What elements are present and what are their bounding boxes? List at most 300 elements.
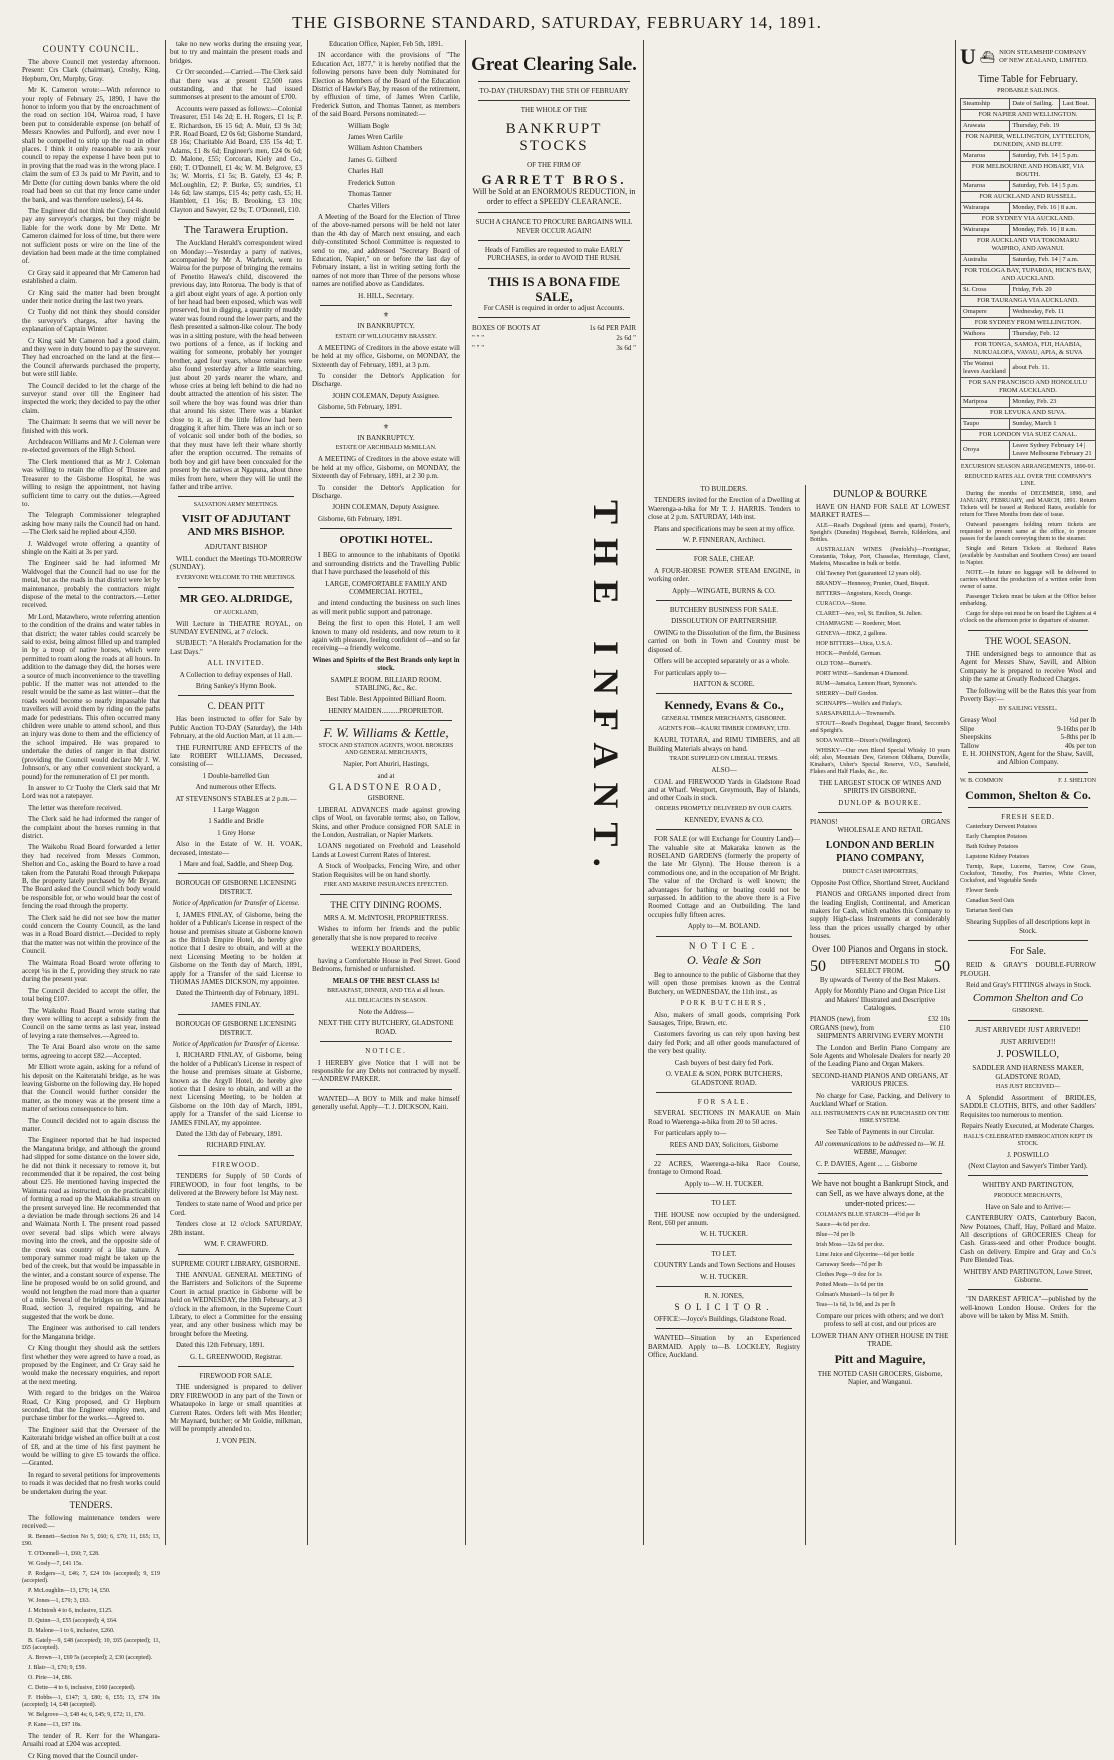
council-paragraph: With regard to the bridges on the Wairoa Road, Cr King proposed, and Cr Hepburn seconded, that the Engineer employ men, and purchase timber for the works.—Agreed to. [22,1389,160,1423]
whitby-heading: WHITBY AND PARTINGTON, [982,1181,1074,1190]
london-comm: All communications to be addressed to—W. H. WEBBE, Manager. [814,1139,946,1157]
poswillo-name: J. POSWILLO, [997,1049,1059,1061]
routes-table [960,98,1096,460]
kennedy-sub: GENERAL TIMBER MERCHANTS, GISBORNE. [661,716,787,723]
seed-item: Flower Seeds [966,888,999,895]
wanted-text: WANTED—Situation by an Experienced BARMAID. Apply to—B. LOCKLEY, Registry Office, Auckland. [648,1334,800,1360]
dunlop-item: BITTERS—Angostura, Kocch, Orange. [816,590,913,597]
route-date: Leave Sydney February 14 | Leave Melbourne February 21 [1010,441,1096,460]
sale-chance: SUCH A CHANCE TO PROCURE BARGAINS WILL NEVER OCCUR AGAIN! [475,218,633,235]
tender-item: J. Blair—3, £70; 9, £59. [28,1664,86,1671]
council-paragraph: Cr King thought they should ask the settlers first whether they were agreed to have a road, as proposed by the Engineer, and Cr Gray said he would make the necessary enquiries, and report at the next meeting. [22,1344,160,1386]
dunlop-item: WHISKY—Our own Blend Special Whisky 10 years old; also, Mountain Dew, Grierson Oldhams, Dunville, Kinahan's, Usher's Special Reserve, V.O., Sansfield, Flakes and Half Flasks, &c., &c. [810,747,950,775]
nominee-item: James G. Gilberd [348,155,397,164]
outward-text: Outward passengers holding return tickets are requested to present same at the office, to procure passes for the launch conveying them to the steamer. [960,522,1096,542]
sale-date: TO-DAY (THURSDAY) THE 5TH OF FEBRUARY [479,87,629,95]
dunlop-item: Old Tawney Port (guaranteed 12 years old). [816,570,921,577]
route-heading-row [961,340,1096,359]
route-heading: FOR MELBOURNE AND HOBART, VIA BOUTH. [961,162,1096,181]
route-heading-row [961,408,1096,419]
london-diff: DIFFERENT MODELS TO SELECT FROM. [840,958,920,975]
excursion: EXCURSION SEASON ARRANGEMENTS, 1890-91. [960,464,1096,470]
auction-item: And numerous other Effects. [195,783,277,792]
library-date: Dated this 12th February, 1891. [176,1341,265,1350]
london-sub: DIRECT CASH IMPORTERS, [842,868,918,875]
invited: ALL INVITED. [207,659,265,668]
column-three [308,40,464,1545]
route-ship: Mararoa [961,181,1010,192]
council-paragraph: Accounts were passed as follows:—Colonial Treasurer, £51 14s 2d; E. H. Rogers, £1 1s; P. E. Richardson, £6 15 6d; A. Muir, £3 9s 3d; P.R. Road Board, £2 0s 6d; Gisborne Standard, £8 16s; Charitable Aid Board, £35 15s 4d; T. Adams, £1 8s 6d; Engineer's men, £24 0s 6d; D. Malone, £55; Corcoran, Kiely and Co., £60; T. O'Donnell, £1 4s; W. M. Belgrove, £3 3s; W. Morris, £1 5s; B. Gately, £3 4s; P. McLoughlin, £2; P. Burke, £5; sundries, £1 14s 6d; law stamps, £15 4s; petty cash, £5; H. Hamblett, £1 16s; B. Brooking, £3 10s; Clayton and Sawyer, £2 9s; T. O'Donnell, £10. [170,104,302,214]
route-ship: The Wainui leaves Auckland [961,359,1010,378]
council-paragraph: The Clerk mentioned that as Mr J. Coleman was willing to retain the office of Trustee and Treasurer to the Gisborne Hospital, he was willing to resign the appointment, not having sufficient time to carry out the duties.—Agreed to. [22,457,160,508]
route-row [961,151,1096,162]
grocer-item: COLMAN'S BLUE STARCH—4½d per lb [816,1212,921,1218]
route-ship: Taupo [961,419,1010,430]
route-heading: FOR TONGA, SAMOA, FIJI, HAABIA, NUKUALOFA, VAVAU, APIA, & SUVA [961,340,1096,359]
price-row-price: £10 [939,1023,950,1032]
dining-addr: NEXT THE CITY BUTCHERY, GLADSTONE ROAD. [318,1019,454,1036]
williams-stock: A Stock of Woolpacks, Fencing Wire, and other Station Requisites will be on hand shortly. [312,862,460,879]
dunlop-item: SARSAPARILLA—Townsend's. [816,710,896,717]
route-row [961,329,1096,340]
veale-name: O. Veale & Son [687,953,761,968]
price-row-item: PIANOS (new), from [810,1015,871,1024]
organs-label: ORGANS [921,818,950,827]
grocer-items [810,1212,950,1309]
seed-item: Tartarian Seed Oats [966,908,1014,915]
auction-item: 1 Double-barrelled Gun [202,771,270,780]
grocer-item: Potted Meats—1s 6d per tin [816,1282,884,1288]
route-ship: Omapere [961,307,1010,318]
opotiki-heading: OPOTIKI HOTEL. [339,534,433,547]
darkest-text: "IN DARKEST AFRICA"—published by the well-known London House. Orders for the above will be taken by Miss M. Smith. [960,1295,1096,1321]
opotiki-caps: LARGE, COMFORTABLE FAMILY AND COMMERCIAL HOTEL, [325,579,447,596]
tender-item: W. Jones—1, £79; 3, £63. [28,1597,91,1604]
tenders-intro: The following maintenance tenders were received:— [22,1514,160,1531]
library-sig: G. L. GREENWOOD, Registrar. [190,1352,282,1361]
london-prices [810,1015,950,1032]
bank2-heading: IN BANKRUPTCY. [357,434,415,443]
arrived: JUST ARRIVED! JUST ARRIVED!! [975,1026,1081,1035]
council-article [22,58,160,1496]
dunlop-item: SODA WATER—Dixon's (Wellington). [816,737,912,744]
poswillo-text: A Splendid Assortment of BRIDLES, SADDLE CLOTHS, BITS, and other Saddlers' Requisites too numerous to mention. [960,1093,1096,1119]
column-seven [806,485,954,1545]
wanted-text: WANTED—A BOY to Milk and make himself generally useful. Apply—T. J. DICKSON, Kaiti. [312,1094,460,1112]
veale-text2: Also, makers of small goods, comprising Pork Sausages, Tripe, Brawn, etc. [648,1010,800,1028]
bank2-sig: JOHN COLEMAN, Deputy Assignee. [332,503,440,512]
coat-of-arms-icon: ⚜ [382,310,390,319]
cheap-text: A FOUR-HORSE POWER STEAM ENGINE, in working order. [648,566,800,584]
dining-weekly: WEEKLY BOARDERS, [351,945,421,954]
poswillo-hall: HALL'S CELEBRATED EMBROCATION KEPT IN STOCK. [963,1133,1093,1147]
nominee-item: James Wren Carlile [348,133,403,142]
route-date: Saturday, Feb. 14 | 5 p.m. [1010,151,1096,162]
notice-heading: NOTICE. [688,940,760,951]
notice-heading: NOTICE. [365,1047,407,1056]
whitby-sig: WHITBY AND PARTINGTON, Lowe Street, Gisborne. [963,1267,1093,1285]
dunlop-item: ALE—Read's Dogshead (pints and quarts), Foster's, Speight's (Dunedin) Hogshead, Barrels, Kilderkins, and Bottles. [810,522,950,543]
union-logo [960,46,1096,68]
tender-item: O. Pirie—14, £86. [28,1674,73,1681]
fw2-text: THE undersigned is prepared to deliver DRY FIREWOOD in any part of the Town or Whataupoko in large or small quantities at Current Rates. Orders left with Mrs Hentler; Mr Maynard, butcher; or Mr Goldie, milkman, will be promptly attended to. [170,1383,302,1434]
tender-item: P. Rodgers—3, £46; 7, £24 10s (accepted); 9, £19 (accepted). [22,1570,160,1584]
tt-header-steamship: Steamship [961,99,1010,110]
london-second: SECOND-HAND PIANOS AND ORGANS, AT VARIOUS PRICES. [811,1071,949,1089]
education-office: Education Office, Napier, Feb 5th, 1891. [328,40,444,48]
sale-whole: THE WHOLE OF THE [520,106,588,115]
council-paragraph: Mr Elliott wrote again, asking for a refund of his deposit on the Kaiteratahi bridge, as he was leaving Gisborne on the following day. He hoped that the Council would further consider the matter, as the money was at the present time a matter of serious consequence to him. [22,1063,160,1114]
williams-loans: LOANS negotiated on Freehold and Leasehold Lands at Lowest Current Rates of Interest. [312,842,460,859]
rosebank-text: FOR SALE (or will Exchange for Country Land)—The valuable site at Makaraka known as the ROSELAND GARDENS (formerly the property of the late Mr Glynn). The House thereon is a commodious one, and in the occupation of Mr Bright. The value of the Orchard is well known; the advantages for bathing or boating could not be surpassed. In addition to the above there is a Five Roomed Cottage and an Outbuilding. The land occupies fully fifteen acres. [648,835,800,919]
route-heading-row [961,266,1096,285]
arrived2: JUST ARRIVED!!! [1000,1037,1056,1046]
route-date: Saturday, Feb. 14 | 7 a.m. [1010,255,1096,266]
tender-item: W. Belgrove—3, £48 4s; 6, £45; 9, £72; 11, £70. [28,1711,145,1718]
seed-item: Lapstone Kidney Potatoes [966,854,1029,861]
williams-gis: GISBORNE. [367,794,405,803]
wool-text: THE undersigned begs to announce that as Agent for Messrs Shaw, Savill, and Albion Company he is prepared to receive Wool and ship the same at Greatly Reduced Charges. [960,650,1096,684]
boots-price: 3s 6d " [616,344,636,353]
route-ship: Mariposa [961,397,1010,408]
lic2-heading: BOROUGH OF GISBORNE LICENSING DISTRICT. [175,1020,297,1037]
nominee-item: William Bogle [348,121,390,130]
education-text: IN accordance with the provisions of "The Education Act, 1877," it is hereby notified that the following persons have been duly Nominated for Election as Members of the Board of the Education District of Hawke's Bay, by reason of the retirement, by effluxion of time, of James Wren Carlile, Frederick Sutton, and Thomas Tanner, as members of the said Board. Persons nominated:— [312,51,460,119]
eruption-paragraph: The Auckland Herald's correspondent wired on Monday:—Yesterday a party of natives, accompanied by Mr A. Warbrick, went to Wairoa for the purpose of bringing the remains of Penetito Hawea's child, discovered the previous day, into Rotorua. The body is that of a girl about eight years of age. A portion only of her head had been exposed, which was well preserved, but in digging, a quantity of muddy water was found round the lower parts, and the flesh presented a salmon-like colour. The body was in a sitting posture, with the head between two portions of a fence, as if locking and waiting for someone, probably her younger brother, aged four years, whose remains were also found yesterday after a little searching, just about 20 yards nearer the whare, and whose cries at being left behind to die had no doubt attracted the attention of his sister. The soil where the boy was found was drier than that around his sister. There was a blanket close to it, as if the little fellow had been dragging it after him. There was an inch or so of volcanic soil under both of the bodies, so that they must have left their whare shortly after the eruption occurred. The remains of both boy and girl have been concealed for the present by the natives at Ngapuna, about three miles from here, where they will lie until the father and tribe arrive. [170,239,302,491]
council-paragraph: take no new works during the ensuing year, but to try and maintain the present roads and bridges. [170,40,302,65]
dining-meals: MEALS OF THE BEST CLASS 1s! [332,976,440,985]
london-heading: LONDON AND BERLIN PIANO COMPANY, [825,839,935,864]
dunlop-items [810,523,950,776]
rate-row-item: Slipe [960,724,975,733]
route-heading-row [961,296,1096,307]
tender-item: R. Bennett—Section No 5, £60; 6, £70; 11, £65; 13, £90. [22,1533,160,1547]
nominees-list [312,122,460,210]
seed-item: Turnip, Rape, Lucerne, Tarrow, Cow Grass, Cocksfoot, Timothy, Fox Prairies, White Clover, Cocksfoot, and Vegetable Seeds [960,864,1096,885]
council-paragraph: The Council decided to accept the offer, the total being £107. [22,986,160,1004]
dining-note: Note the Address— [358,1007,414,1016]
route-heading-row [961,236,1096,255]
rate-row-price: 40s per ton [1064,741,1096,750]
veale-cash: Cash buyers of best dairy fed Pork. [674,1058,774,1067]
london-agent: C. P. DAVIES, Agent ... ... Gisborne [816,1159,918,1168]
wool-left: W. B. COMMON [960,777,1003,784]
council-paragraph: Cr Tuohy did not think they should consider the surveyor's charges, after having the explanation of Captain Winter. [22,308,160,334]
firewood-sig: WM. F. CRAWFORD. [203,1240,269,1249]
rosebank-apply: Apply to—M. BOLAND. [687,922,761,931]
wool-heading: THE WOOL SEASON. [985,636,1071,646]
dunlop-item: CURACOA—Stone. [816,600,867,607]
let1-text: THE HOUSE now occupied by the undersigned. Rent, £60 per annum. [648,1210,800,1227]
wholesale-label: WHOLESALE AND RETAIL [837,826,923,835]
price-row-item: ORGANS (new), from [810,1023,874,1032]
dunlop-stock: THE LARGEST STOCK OF WINES AND SPIRITS IN GISBORNE. [818,778,942,796]
wool-right: F. J. SHELTON [1058,777,1096,784]
poswillo-addr: (Next Clayton and Sawyer's Timber Yard). [968,1161,1088,1170]
pianos-organs-row [810,818,950,826]
salvation-sub: ADJUTANT BISHOP [204,543,268,552]
route-date: Thursday, Feb. 12 [1010,329,1096,340]
tt-header-date: Date of Sailing. [1010,99,1060,110]
route-ship: St. Cross [961,285,1010,296]
boots-item: " " " [472,334,485,343]
fw2-sig: J. VON PEIN. [215,1436,257,1445]
probable-sailings: PROBABLE SAILINGS. [997,88,1059,94]
council-paragraph: The Engineer was authorised to call tenders for the Mangatuna bridge. [22,1324,160,1341]
grocer-item: Sauce—4s 6d per doz. [816,1222,870,1228]
dining-text2: having a Comfortable House in Peel Street. Good Bedrooms, furnished or unfurnished. [312,956,460,974]
forsale-text: SEVERAL SECTIONS IN MAKAUE on Main Road to Waerenga-a-hika from 20 to 50 acres. [648,1109,800,1126]
sale-firm: OF THE FIRM OF [527,160,581,169]
route-heading: FOR TOLOGA BAY, TUPAROA, HICK'S BAY, AND AUCKLAND. [961,266,1096,285]
london-all: ALL INSTRUMENTS CAN BE PURCHASED ON THE HIRE SYSTEM. [810,1111,950,1125]
kennedy-sig: KENNEDY, EVANS & CO. [684,815,764,824]
single-text: Single and Return Tickets at Reduced Rates (available by Australian and Southern Cross) are issued to Napier. [960,546,1096,566]
auction-item: 1 Grey Horse [217,828,255,837]
firewood-text3: Tenders close at 12 o'clock SATURDAY, 28th instant. [170,1220,302,1237]
route-date: Thursday, Feb. 19 [1010,121,1096,132]
wool-vessel: BY SAILING VESSEL. [998,706,1058,713]
route-heading-row [961,162,1096,181]
london-fifty: 50 [934,957,950,975]
rate-row-item: Sheepskins [960,733,992,742]
nominee-item: Charles Villers [348,201,390,210]
whitby-arr: Have on Sale and to Arrive:— [985,1202,1071,1211]
poswillo-sig: J. POSWILLO [1007,1150,1049,1159]
opotiki-text: I BEG to announce to the inhabitants of Opotiki and surrounding districts and the Travelling Public that I have purchased the leasehold of this [312,551,460,577]
route-heading-row [961,132,1096,151]
council-paragraph: The Waikohu Road Board wrote stating that they were willing to accept a subsidy from the Council on the same terms as last year, instead of levying a rate themselves.—Agreed to. [22,1006,160,1040]
london-ship: SHIPMENTS ARRIVING EVERY MONTH [816,1032,944,1041]
forsale-sig: REES AND DAY, Solicitors, Gisborne [669,1140,779,1149]
bank1-text: A MEETING of Creditors in the above estate will be held at my office, Gisborne, on MONDAY, the Sixteenth day of February, 1891, at 3 p.m. [312,343,460,369]
sale-sold: Will be Sold at an ENORMOUS REDUCTION, in order to effect a SPEEDY CLEARANCE. [472,187,636,207]
route-date: Monday, Feb. 16 | 8 a.m. [1010,203,1096,214]
timetable-heading: Time Table for February. [978,74,1078,85]
dissolution-text: OWING to the Dissolution of the firm, the Business carried on both in Town and Country must be disposed of. [648,628,801,654]
grocer-item: Teas—1s 6d, 1s 9d, and 2s per lb [816,1302,896,1308]
boots-item: BOXES OF BOOTS AT [472,324,541,333]
dining-prop: MRS A. M. McINTOSH, PROPRIETRESS. [323,914,449,923]
firewood-text: TENDERS for Supply of 50 Cords of FIREWOOD, in four foot lengths, to be delivered at the Brewery before 1st May next. [170,1172,302,1198]
route-date: Saturday, Feb. 14 | 5 p.m. [1010,181,1096,192]
williams-name: F. W. Williams & Kettle, [323,725,449,741]
lic1-sig: JAMES FINLAY. [211,1000,261,1009]
partners-row [960,778,1096,785]
forsale-heading: FOR SALE. [697,1097,751,1106]
kennedy-coal: COAL and FIREWOOD Yards in Gladstone Road and at Wharf. Westport, Greymouth, Bay of Islands, and other Coals in stock. [648,777,800,803]
bank2-estate: ESTATE OF ARCHIBALD McMILLAN. [335,445,437,452]
fw2-heading: FIREWOOD FOR SALE. [199,1371,273,1380]
salvation-welcome: EVERYONE WELCOME TO THE MEETINGS. [176,574,296,581]
council-paragraph: The Chairman: It seems that we will never be finished with this work. [22,418,160,435]
route-row [961,121,1096,132]
rate-row [960,716,1096,724]
council-paragraph: The Council decided not to again discuss the matter. [22,1116,160,1133]
kennedy-agents: AGENTS FOR—KAURI TIMBER COMPANY, LTD. [658,726,790,733]
london-table: See Table of Payments in our Circular. [825,1128,935,1137]
lic1-notice: Notice of Application for Transfer of License. [172,899,300,908]
price-row [810,1015,950,1023]
let1-sig: W. H. TUCKER. [700,1230,748,1239]
london-by: By upwards of Twenty of the Best Makers. [819,975,941,984]
pitt-grocer-name: Pitt and Maguire, [834,1351,926,1366]
council-paragraph: Mr K. Cameron wrote:—With reference to your reply of February 25, 1890, I have the honor to inform you that by the encroachment of the road on section 104, Wairoa road, I have been put to considerable expense (on behalf of Messrs Knowles and Pulford), and ever now I shall be compelled to strip up the road in other places. I think it only reasonable to ask your council to repay the expense I have been put to in proving that the road was in the wrong place. I claim the sum of £3 3s paid to Mr Pavitt, and to Mr Dette (for cutting down banks where the old road had been so cut that my fence came under the bank, and was therefore useless), £4 4s. [22,86,160,204]
opotiki-sig: HENRY MAIDEN..........PROPRIETOR. [328,706,444,715]
collection: A Collection to defray expenses of Hall. [179,670,293,679]
dunlop-item: RUM—Jamaica, Lemon Heart, Symons's. [816,680,918,687]
route-heading-row [961,192,1096,203]
let1-heading: TO LET. [711,1199,737,1208]
route-heading-row [961,110,1096,121]
rate-row [960,725,1096,733]
grocer-item: Irish Moss—12s 6d per doz. [816,1242,885,1248]
library-heading: SUPREME COURT LIBRARY, GISBORNE. [171,1259,301,1268]
council-heading: COUNTY COUNCIL. [42,44,140,54]
acres-text: 22 ACRES, Waerenga-a-hika Race Course, frontage to Ormond Road. [648,1159,800,1177]
jones-office: OFFICE:—Joyce's Buildings, Gladstone Road. [654,1314,787,1323]
opotiki-text2: and intend conducting the business on such lines as will merit public support and patronage. [312,599,460,616]
library-text: THE ANNUAL GENERAL MEETING of the Barristers and Solicitors of the Supreme Court in actual practice in Gisborne will be held on WEDNESDAY, the 18th February, at 3 o'clock in the afternoon, in the Supreme Court Library, to elect a Committee for the ensuing year, and any other business which may be brought before the Meeting. [170,1270,302,1338]
pitt-name: C. DEAN PITT [207,701,265,712]
forsale-apply: For particulars apply to— [654,1129,727,1138]
sale-bros: GARRETT BROS. [481,172,627,188]
grocer-item: Colman's Mustard—1s 6d per lb [816,1292,895,1298]
route-row [961,225,1096,236]
london-text: PIANOS and ORGANS imported direct from the leading English, Continental, and American makers for Cash, which enables this Company to supply High-class Instruments at considerably less than the prices usually charged by other houses. [810,890,950,941]
cheap-heading: FOR SALE, CHEAP. [693,555,755,564]
route-heading: FOR SAN FRANCISCO AND HONOLULU FROM AUCKLAND. [961,378,1096,397]
kennedy-also: ALSO— [711,766,737,775]
tenders-list [22,1534,160,1729]
let2-heading: TO LET. [711,1249,737,1258]
council-paragraph: In answer to Cr Tuohy the Clerk said that Mr Lord was not a ratepayer. [22,783,160,801]
eruption-heading: The Tarawera Eruption. [183,224,289,237]
dunlop-item: CHAMPAGNE — Roederer, Moet. [816,620,902,627]
bank2-text: A MEETING of Creditors in the above estate will be held at my office, Gisborne, on MONDAY, the Sixteenth day of February, 1891, at 2 30 p.m. [312,455,460,481]
lic2-notice: Notice of Application for Transfer of License. [172,1039,300,1048]
sale-heading-8: For Sale. [1009,946,1047,958]
route-ship: Wairarapa [961,203,1010,214]
auction-item: 1 Saddle and Bridle [208,817,264,826]
route-heading: FOR SYDNEY VIA AUCKLAND. [961,214,1096,225]
council-paragraph: The above Council met yesterday afternoon. Present: Crs Clark (chairman), Crosby, King, Hepburn, Orr, Murphy, Gray. [22,58,160,83]
council-paragraph: Cr Orr seconded.—Carried.—The Clerk said that there was at present £2,500 rates outstanding, and that he had issued summonses at present to the amount of £700. [170,68,302,102]
tender-item: W. Gosly—7, £41 15s. [28,1560,83,1567]
route-row [961,307,1096,318]
price-row-price: £32 10s [928,1015,950,1024]
bank2-date: Gisborne, 6th February, 1891. [318,514,402,523]
salvation-heading: SALVATION ARMY MEETINGS. [193,502,279,509]
council-paragraph: The Telegraph Commissioner telegraphed asking how many rails the Council had on hand.—The Clerk said he replied about 4,350. [22,511,160,537]
opotiki-wines: Wines and Spirits of the Best Brands only kept in stock. [312,655,460,673]
london-fifty-row [810,958,950,976]
education-text2: A Meeting of the Board for the Election of Three of the above-named persons will be held not later than the 4th day of March next ensuing, and each duly-constituted School Committee is requested to send to me, and addressed "Secretary Board of Education, Napier," on or before the last day of February instant, a list in writing setting forth the names of not more than Three of the persons whose names are notified above as Candidates. [312,212,460,289]
coat-of-arms-icon: ⚜ [382,422,390,431]
council-closing [22,1732,160,1760]
sale-text-8: REID & GRAY'S DOUBLE-FURROW PLOUGH. [960,961,1096,978]
auction-item: 1 Mare and foal, Saddle, and Sheep Dog. [178,860,294,869]
tender-item: D. Quinn—3, £55 (accepted); 4, £64. [28,1617,118,1624]
london-addr: Opposite Post Office, Shortland Street, Auckland [811,878,949,887]
kennedy-text: KAURI, TOTARA, and RIMU TIMBERS, and all Building Materials always on hand. [648,736,800,753]
boots-price: 2s 6d " [616,334,636,343]
seed-item: Bath Kidney Potatoes [966,844,1019,851]
vertical-text: THE INFANT. [586,500,626,881]
bank2-text2: To consider the Debtor's Application for Discharge. [312,483,460,501]
common-name: Common, Shelton & Co. [965,787,1091,802]
kennedy-terms: TRADE SUPPLIED ON LIBERAL TERMS. [669,756,779,763]
route-ship: Waihora [961,329,1010,340]
boots-row [470,323,638,333]
sale-bona: THIS IS A BONA FIDE SALE, [487,273,621,304]
veale-text3: Customers favoring us can rely upon having best dairy fed Pork; and all other goods manufactured of the very best quality. [648,1030,800,1056]
route-date: Wednesday, Feb. 11 [1010,307,1096,318]
cargo-text: Cargo for ships out must be on board the Lighters at 4 o'clock on the afternoon prior to departure of steamer. [960,611,1096,624]
pitt-compare: Compare our prices with others; and we don't profess to sell at cost, and our prices are [816,1312,944,1329]
aldridge-from: OF AUCKLAND, [213,609,258,616]
route-date: Sunday, March 1 [1010,419,1096,430]
union-name: NION STEAMSHIP COMPANY OF NEW ZEALAND, LIMITED. [999,49,1088,64]
nominee-item: Thomas Tanner [348,190,392,199]
pass-text: Passenger Tickets must be taken at the Office before embarking. [960,594,1096,607]
seed-item: Early Champion Potatoes [966,834,1028,841]
common-gis: GISBORNE. [1012,1008,1044,1015]
council-paragraph: J. Waldvogel wrote offering a quantity of shingle on the Kaiti at 3s per yard. [22,539,160,556]
boots-item: " " " [472,344,485,353]
poswillo-repairs: Repairs Neatly Executed, at Moderate Charges. [961,1122,1095,1131]
route-heading: FOR AUCKLAND AND RUSSELL. [961,192,1096,203]
boots-row [470,343,638,353]
notice-text: I HEREBY give Notice that I will not be responsible for any Debts not contracted by myself.—ANDREW PARKER. [312,1058,460,1084]
williams-ins: FIRE AND MARINE INSURANCES EFFECTED. [323,882,449,889]
council-paragraph: Cr King said Mr Cameron had a good claim, and they were in duty bound to pay the surveyor. They had encroached on the land at the first—the Council afterwards purchased the property, but were still liable. [22,336,160,379]
council-paragraph: The Waikohu Road Board forwarded a letter they had received from Messrs Common, Shelton and Co., asking the Board to have a road taken from the Patutahi Road through Pukepapa B, the property lately purchased by Mr Bryant. The Board asked the Council which body would be responsible for, or who would bear the cost of fencing the road through the property. [22,843,160,911]
dunlop-item: CLARET—two, vol, St. Emilion, St. Julien. [816,610,923,617]
lic1-date: Dated the Thirteenth day of February, 1891. [176,989,300,998]
council-continued [170,40,302,214]
tt-header-last: Last Boat. [1060,99,1096,110]
dunlop-item: HOP BITTERS—Utica, U.S.A. [816,640,893,647]
builders-text2: Plans and specifications may be seen at my office. [654,524,795,533]
route-row [961,419,1096,430]
union-u: U [960,44,976,69]
salvation-title: VISIT OF ADJUTANT AND MRS BISHOP. [181,513,291,539]
route-heading: FOR LEVUKA AND SUVA. [961,408,1096,419]
builders-heading: TO BUILDERS. [700,485,748,493]
grocer-item: Lime Juice and Glycerine—6d per bottle [816,1252,915,1258]
poswillo-sub: SADDLER AND HARNESS MAKER, GLADSTONE ROAD, [972,1064,1084,1081]
dunlop-item: GENEVA—JDKZ, 2 gallons. [816,630,887,637]
let2-sig: W. H. TUCKER. [700,1272,748,1281]
wool-sig: E. H. JOHNSTON, Agent for the Shaw, Savill, and Albion Company. [962,750,1094,767]
dining-season: ALL DELICACIES IN SEASON. [344,997,428,1004]
nominee-item: Charles Hall [348,167,384,176]
council-paragraph: The Waimata Road Board wrote offering to accept ¼s in the £, providing they struck no rate during the present year. [22,958,160,984]
route-row [961,285,1096,296]
veale-pork: PORK BUTCHERS, [680,999,768,1008]
council-paragraph: The Council decided to let the charge of the surveyor stand over till the Engineer had inspected the work; they decided to pay the other claim. [22,381,160,415]
council-paragraph: Cr Gray said it appeared that Mr Cameron had established a claim. [22,268,160,286]
opotiki-text3: Being the first to open this Hotel, I am well known to many old residents, and now return to it again with pleasure, feeling confident of—and so far receiving—a friendly welcome. [312,619,460,653]
williams-and: and at [377,771,395,780]
pitt-items3 [170,860,302,868]
column-six [644,485,804,1545]
dining-heading: THE CITY DINING ROOMS. [330,900,442,911]
bank1-heading: IN BANKRUPTCY. [357,322,415,331]
rate-row [960,742,1096,750]
dunlop-item: SHERRY—Duff Gordon. [816,690,878,697]
